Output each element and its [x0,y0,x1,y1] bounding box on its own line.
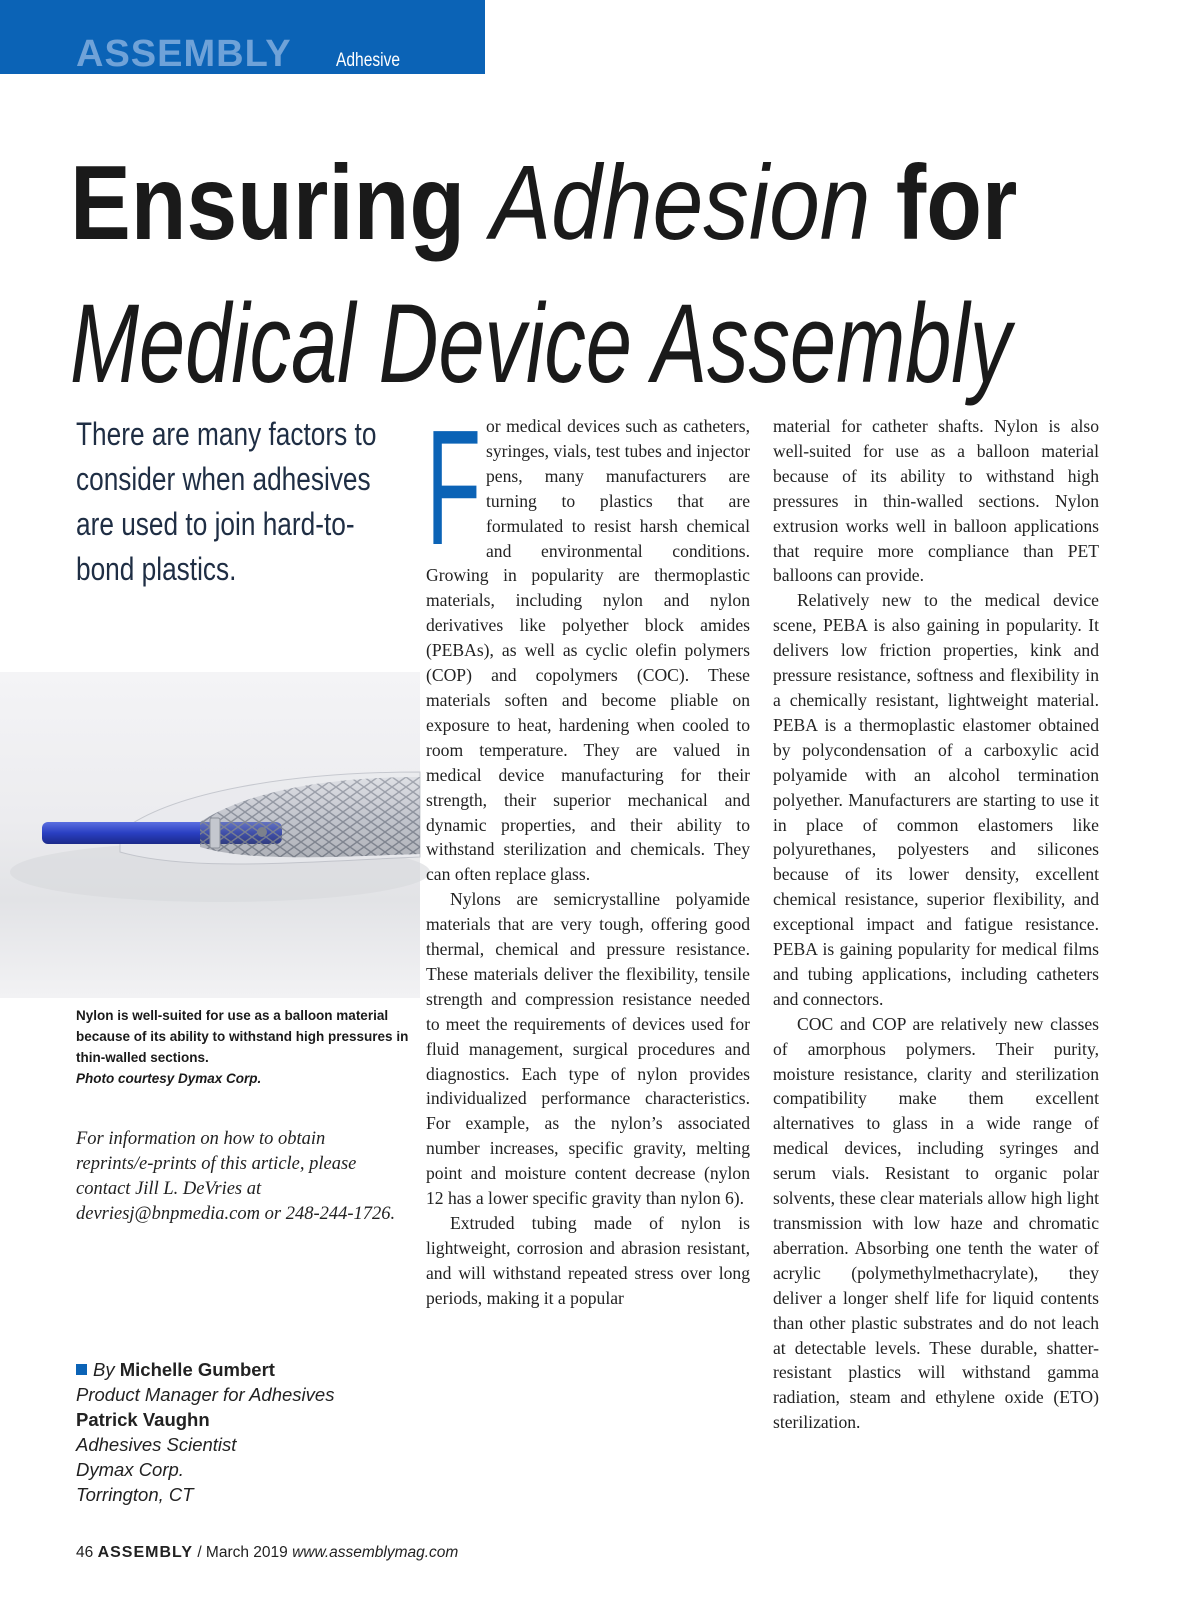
author-location: Torrington, CT [76,1484,194,1505]
article-paragraph-1: F or medical devices such as catheters, syringes, vials, test tubes and injector pens, many manufacturers are turning to plastics that are formulated to resist harsh chemical and environmental conditions. Growing in popularity are thermoplastic materials, including nylon and nylon derivatives like polyether block amides (PEBAs), as well as cyclic olefin polymers (COP) and copolymers (COC). These materials soften and become pliable on exposure to heat, hardening when cooled to room temperature. They are valued in medical device manufacturing for their strength, their superior mechanical and dynamic properties, and their ability to withstand sterilization and chemicals. They can often replace glass. [426,396,750,885]
caption-text: Nylon is well-suited for use as a balloon material because of its ability to withstand high pressures in thin-walled sections. [76,1008,409,1065]
footer-url: www.assemblymag.com [292,1544,459,1561]
article-column-1 [426,396,750,1311]
page-footer [76,1544,458,1562]
photo-caption [76,1005,416,1089]
catheter-balloon-photo [0,672,420,998]
article-paragraph-6: COC and COP are relatively new classes of amorphous polymers. Their purity, moisture resistance, clarity and sterilization compatibility make them excellent alternatives to glass in a wide range of medical devices, including syringes and serum vials. Resistant to organic polar solvents, these clear materials allow high light transmission with low haze and chromatic aberration. Absorbing one tenth the water of acrylic (polymethylmethacrylate), they deliver a longer shelf life for liquid contents than other plastic substrates and do not leach at detectable levels. These durable, shatter-resistant plastics will withstand gamma radiation, steam and ethylene oxide (ETO) sterilization. [773,1013,1099,1433]
headline-word-ensuring: Ensuring [70,144,466,262]
drop-cap: F [426,396,482,579]
headline-word-adhesion: Adhesion [490,144,871,262]
byline-bullet-icon [76,1364,87,1375]
headline-line-2: Medical Device Assembly [70,281,1012,406]
article-paragraph-2: Nylons are semicrystalline polyamide materials that are very tough, offering good thermal, chemical and pressure resistance. These materials deliver the flexibility, tensile strength and compression resistance needed to meet the requirements of devices used for fluid management, surgical procedures and diagnostics. Each type of nylon provides individualized performance characteristics. For example, as the nylon’s associated number increases, specific gravity, melting point and moisture content decrease (nylon 12 has a lower specific gravity than nylon 6). [426,889,750,1209]
author-2-name: Patrick Vaughn [76,1409,210,1430]
author-2-title: Adhesives Scientist [76,1434,237,1455]
article-paragraph-3: Extruded tubing made of nylon is lightweight, corrosion and abrasion resistant, and will withstand repeated stress over long periods, making it a popular [426,1213,750,1308]
byline [76,1357,406,1507]
author-1-name: Michelle Gumbert [119,1359,275,1380]
article-column-2 [773,414,1099,1435]
headline-line-1 [70,144,1018,262]
article-paragraph-5: Relatively new to the medical device scene, PEBA is also gaining in popularity. It delivers low friction properties, kink and pressure resistance, softness and flexibility in a chemically resistant, lightweight material. PEBA is a thermoplastic elastomer obtained by polycondensation of a carboxylic acid polyamide with an alcohol termination polyether. Manufacturers are starting to use it in place of common elastomers like polyurethanes, polyesters and silicones because of its lower density, excellent chemical resistance, superior flexibility, and exceptional impact and fatigue resistance. PEBA is gaining popularity for medical films and tubing applications, including catheters and connectors. [773,590,1099,1009]
footer-date: / March 2019 [197,1544,288,1561]
section-title: ASSEMBLY [76,33,292,75]
article-paragraph-4: material for catheter shafts. Nylon is also well-suited for use as a balloon material because of its ability to withstand high pressures in thin-walled sections. Nylon extrusion works well in balloon applications that require more compliance than PET balloons can provide. [773,416,1099,586]
catheter-illustration [0,672,420,998]
article-deck: There are many factors to consider when adhesives are used to join hard-to-bond plastics. [76,416,377,587]
reprint-info: For information on how to obtain reprints/e-prints of this article, please contact Jill L. DeVries at devriesj@bnpmedia.com or 248-244-1726. [76,1129,396,1224]
author-1-title: Product Manager for Adhesives [76,1384,335,1405]
byline-by: By [93,1359,115,1380]
author-company: Dymax Corp. [76,1459,184,1480]
section-header-bar [0,0,485,93]
photo-credit: Photo courtesy Dymax Corp. [76,1071,262,1086]
headline-word-for: for [895,144,1018,262]
footer-brand: ASSEMBLY [97,1544,193,1561]
section-subtitle: Adhesive Bonding [336,50,401,93]
page-number: 46 [76,1544,94,1561]
